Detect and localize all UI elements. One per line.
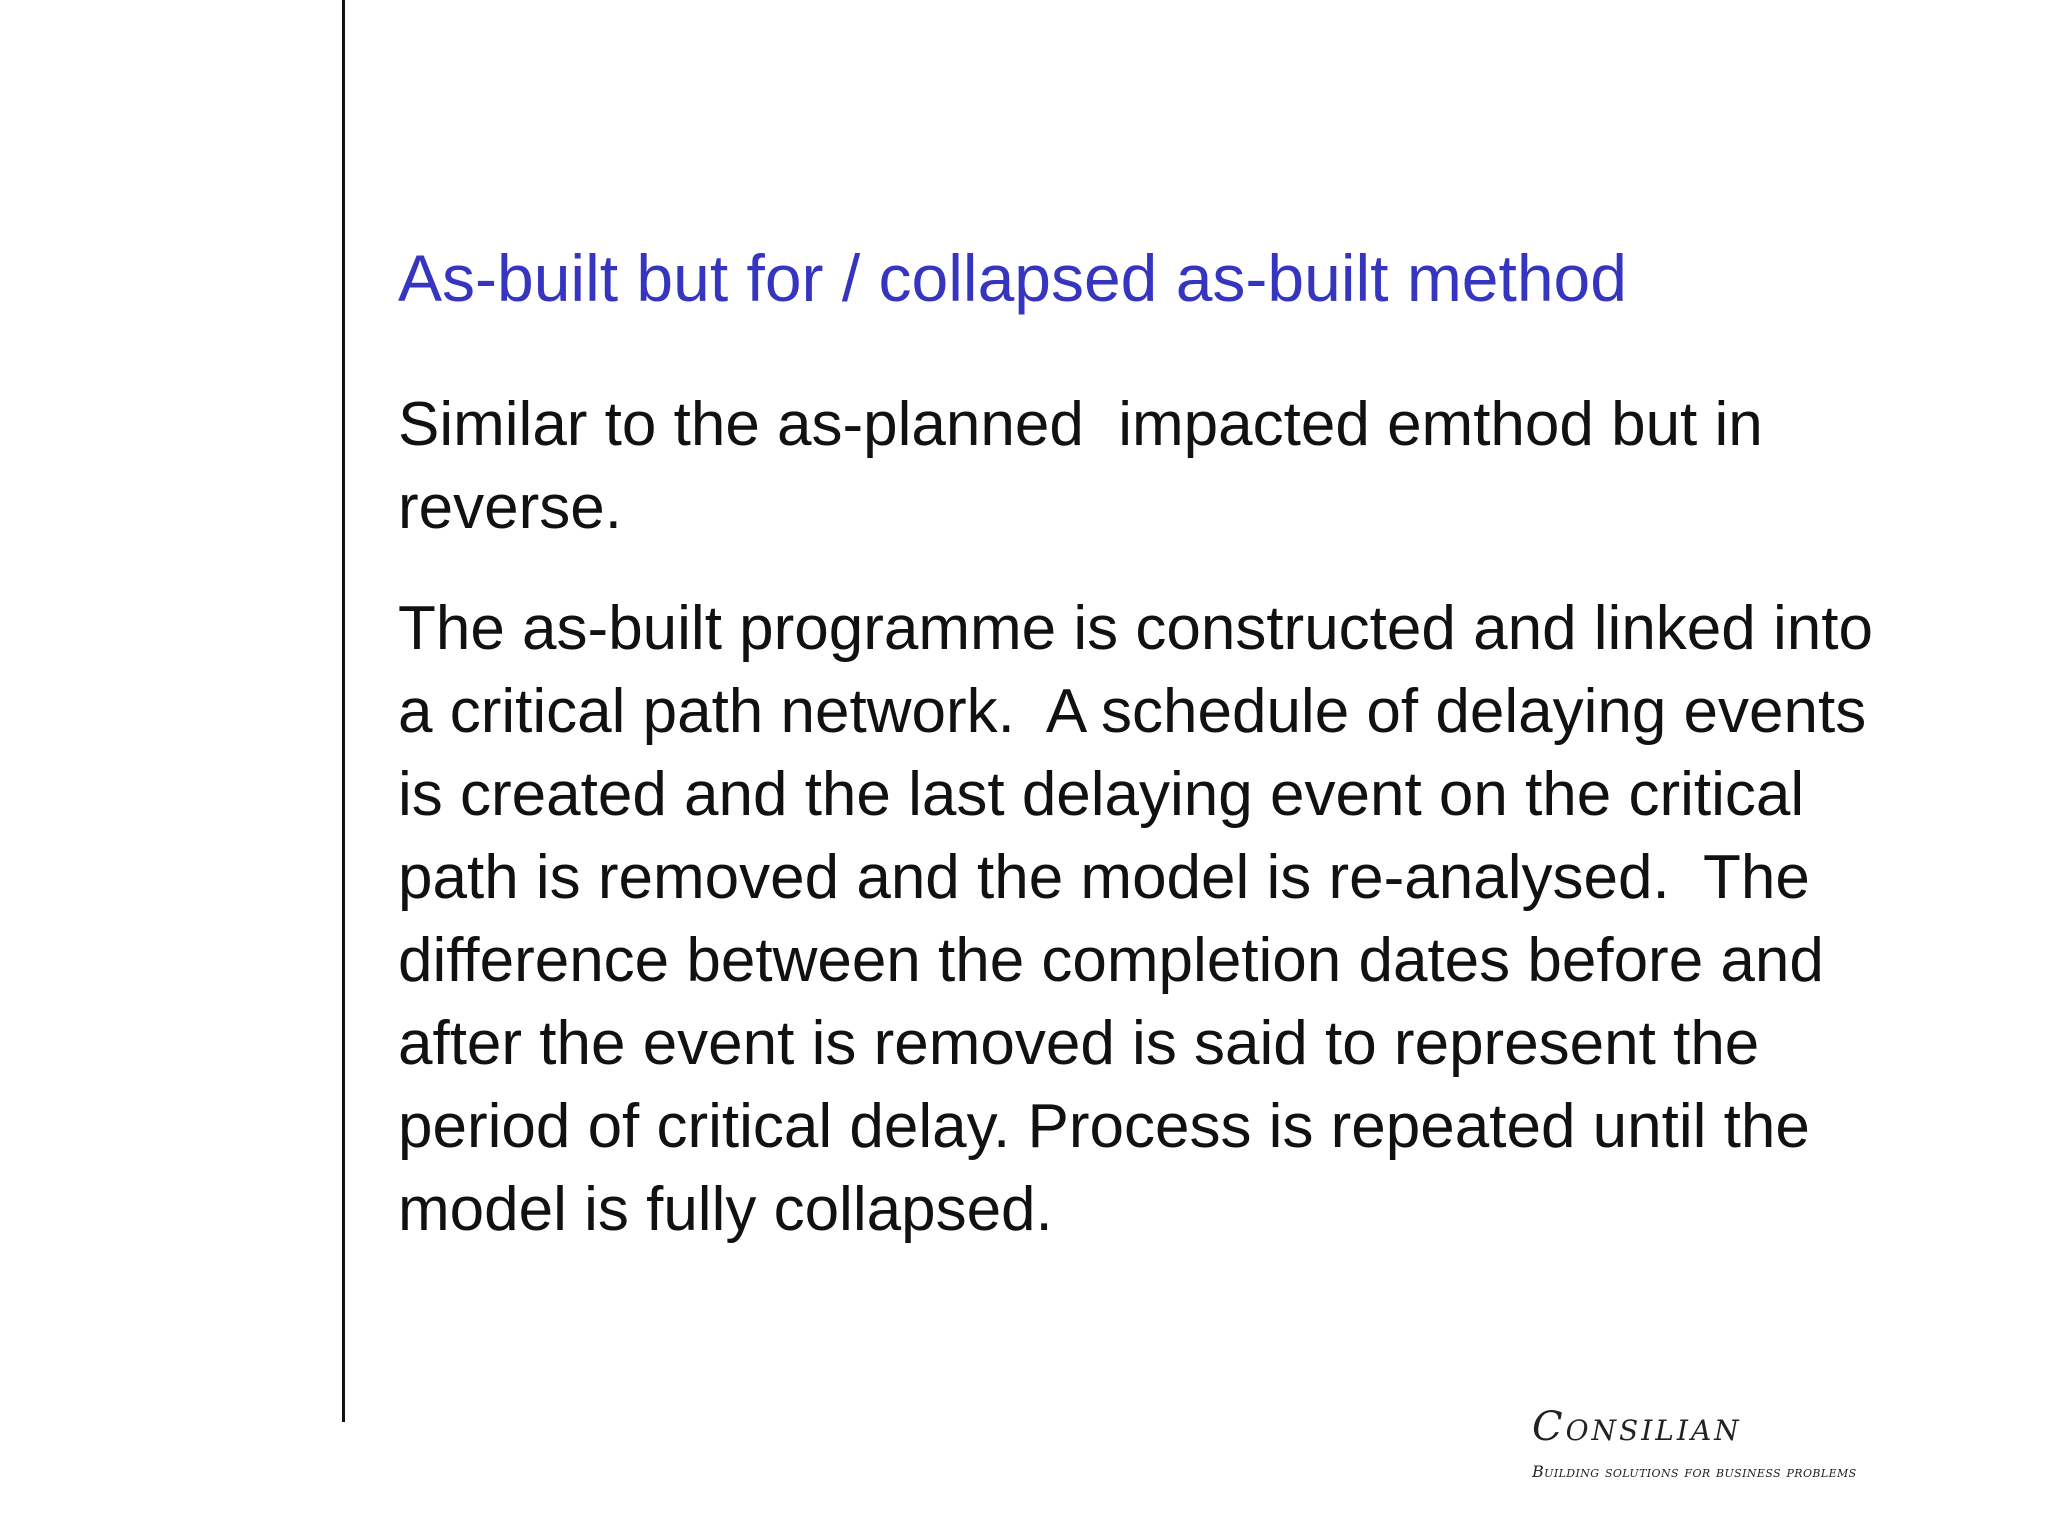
company-logo (1532, 1404, 1992, 1481)
method-paragraph: The as-built programme is constructed and linked into a critical path network. A schedule of delaying events is created and the last delaying event on the critical path is removed and the model is re-analysed. The difference between the completion dates before and after the event is removed is said to represent the period of critical delay. Process is repeated until the model is fully collapsed. (398, 594, 1891, 1244)
vertical-divider (342, 0, 345, 1422)
slide-body (398, 383, 1898, 1289)
slide-title: As-built but for / collapsed as-built method (398, 241, 1627, 315)
logo-tagline: Building solutions for business problems (1532, 1462, 1857, 1481)
logo-name: Consilian (1532, 1404, 1742, 1450)
intro-paragraph: Similar to the as-planned impacted emthod but in reverse. (398, 390, 1780, 542)
